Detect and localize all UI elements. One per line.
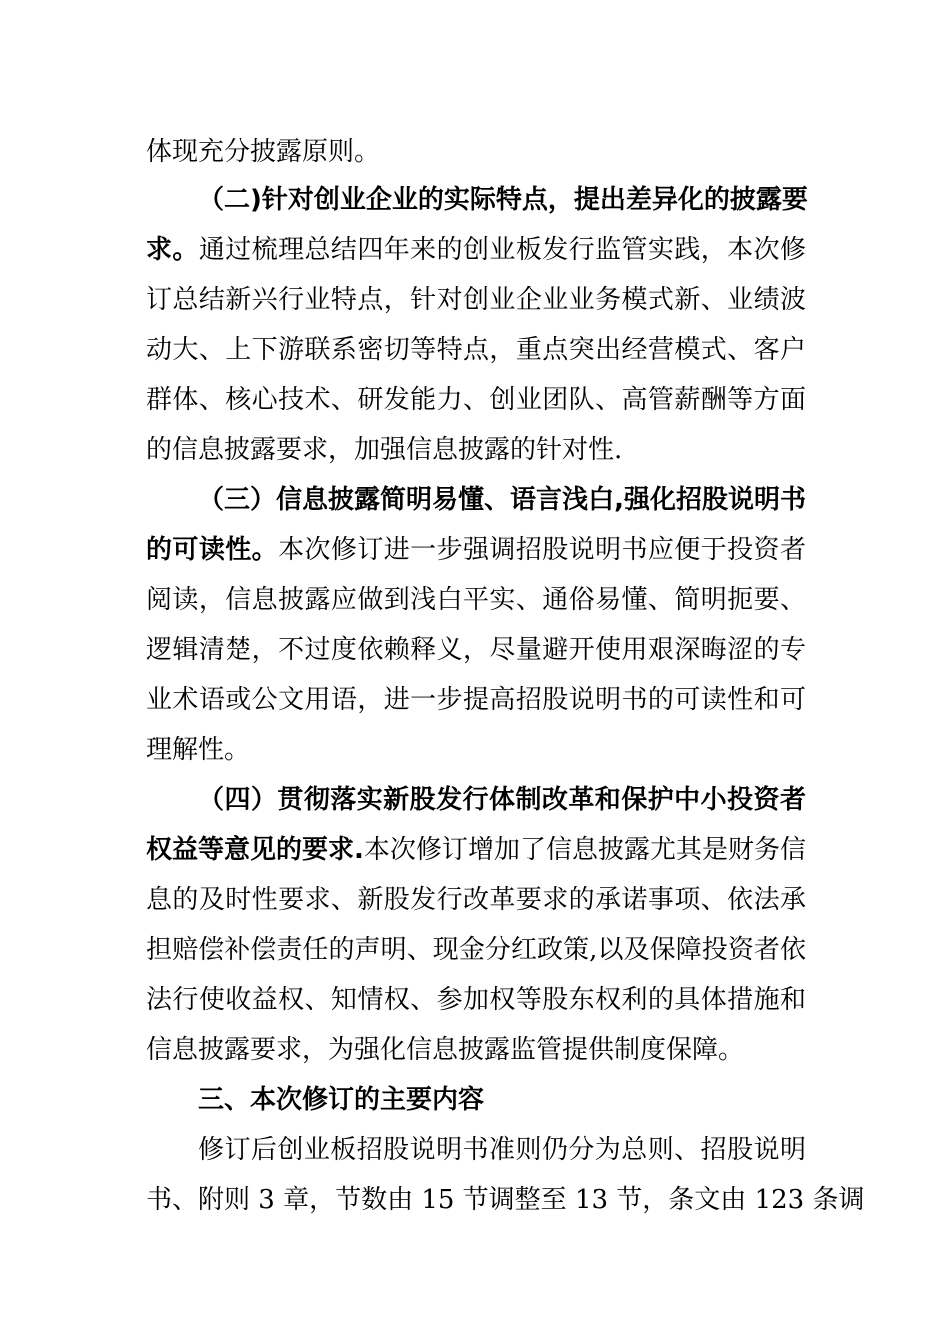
paragraph-line <box>146 580 806 620</box>
text-segment: 阅读，信息披露应做到浅白平实、通俗易懂、简明扼要、 <box>146 585 806 615</box>
section-heading-4-line <box>198 780 806 820</box>
section-title-line <box>198 1080 806 1120</box>
text-segment: 本次修订增加了信息披露尤其是财务信 <box>363 835 806 865</box>
text-segment: 信息披露要求，为强化信息披露监管提供制度保障。 <box>146 1035 745 1065</box>
text-segment: 理解性。 <box>146 735 251 765</box>
paragraph-line <box>146 1030 806 1070</box>
section-title: 三、本次修订的主要内容 <box>198 1085 485 1115</box>
text-segment: 动大、上下游联系密切等特点，重点突出经营模式、客户 <box>146 335 806 365</box>
section-heading-2-line <box>198 180 806 220</box>
paragraph-line <box>146 630 806 670</box>
paragraph-line <box>146 380 806 420</box>
text-segment: 法行使收益权、知情权、参加权等股东权利的具体措施和 <box>146 985 806 1015</box>
text-segment: 订总结新兴行业特点，针对创业企业业务模式新、业绩波 <box>146 285 806 315</box>
text-segment: 体现充分披露原则。 <box>146 137 381 167</box>
text-segment: 书、附则 3 章，节数由 15 节调整至 13 节，条文由 123 条调 <box>146 1185 865 1215</box>
paragraph-line <box>146 230 806 270</box>
text-segment: 群体、核心技术、研发能力、创业团队、高管薪酬等方面 <box>146 385 806 415</box>
heading-text: （三）信息披露简明易懂、语言浅白,强化招股说明书 <box>198 485 806 515</box>
section-heading-3-line <box>198 480 806 520</box>
paragraph-line <box>146 680 806 720</box>
text-segment: 逻辑清楚，不过度依赖释义，尽量避开使用艰深晦涩的专 <box>146 635 806 665</box>
paragraph-line <box>146 530 806 570</box>
text-segment: 息的及时性要求、新股发行改革要求的承诺事项、依法承 <box>146 885 806 915</box>
heading-text: 权益等意见的要求. <box>146 835 364 865</box>
paragraph-line <box>146 330 806 370</box>
heading-text: 求。 <box>146 235 199 265</box>
paragraph-line <box>146 430 806 470</box>
heading-text: （二)针对创业企业的实际特点，提出差异化的披露要 <box>198 185 808 215</box>
paragraph-line <box>146 930 806 970</box>
paragraph-line <box>146 880 806 920</box>
paragraph-line <box>146 980 806 1020</box>
paragraph-line <box>146 132 806 172</box>
text-segment: 通过梳理总结四年来的创业板发行监管实践，本次修 <box>198 235 806 265</box>
paragraph-line <box>146 280 806 320</box>
heading-text: （四）贯彻落实新股发行体制改革和保护中小投资者 <box>198 785 806 815</box>
text-segment: 担赔偿补偿责任的声明、现金分红政策,以及保障投资者依 <box>146 935 806 965</box>
text-segment: 的信息披露要求，加强信息披露的针对性. <box>146 435 623 465</box>
paragraph-line <box>146 730 806 770</box>
paragraph-line <box>198 1130 806 1170</box>
text-segment: 修订后创业板招股说明书准则仍分为总则、招股说明 <box>198 1135 806 1165</box>
paragraph-line <box>146 830 806 870</box>
paragraph-line <box>146 1180 865 1220</box>
heading-text: 的可读性。 <box>146 535 279 565</box>
text-segment: 本次修订进一步强调招股说明书应便于投资者 <box>278 535 806 565</box>
text-segment: 业术语或公文用语，进一步提高招股说明书的可读性和可 <box>146 685 806 715</box>
